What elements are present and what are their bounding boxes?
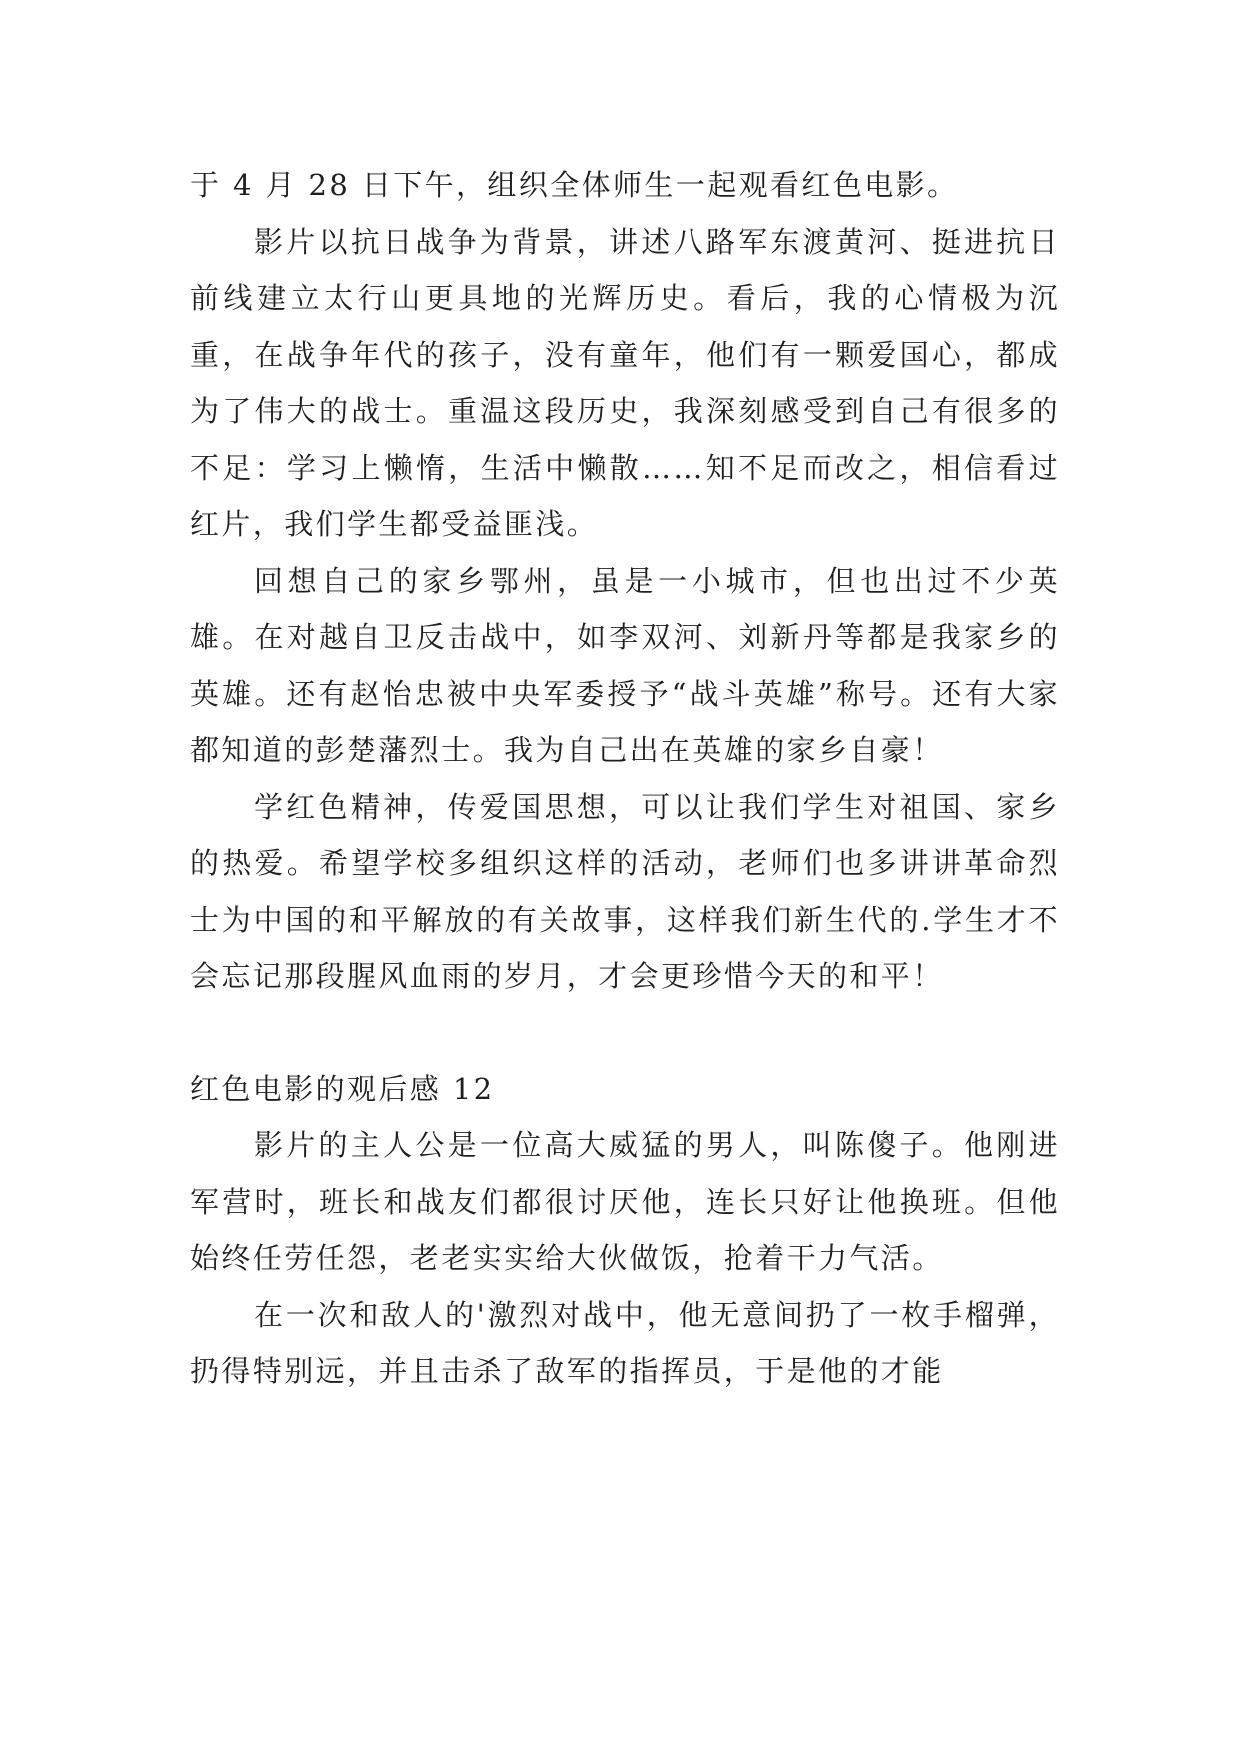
paragraph-5: 影片的主人公是一位高大威猛的男人，叫陈傻子。他刚进军营时，班长和战友们都很讨厌他，连长只好让他换班。但他始终任劳任怨，老老实实给大伙做饭，抢着干力气活。 <box>190 1128 1060 1275</box>
paragraph-6: 在一次和敌人的'激烈对战中，他无意间扔了一枚手榴弹，扔得特别远，并且击杀了敌军的指挥员，于是他的才能 <box>190 1297 1060 1388</box>
paragraph-2: 影片以抗日战争为背景，讲述八路军东渡黄河、挺进抗日前线建立太行山更具地的光辉历史。看后，我的心情极为沉重，在战争年代的孩子，没有童年，他们有一颗爱国心，都成为了伟大的战士。重温这段历史，我深刻感受到自己有很多的不足：学习上懒惰，生活中懒散……知不足而改之，相信看过红片，我们学生都受益匪浅。 <box>190 224 1060 541</box>
paragraph-4: 学红色精神，传爱国思想，可以让我们学生对祖国、家乡的热爱。希望学校多组织这样的活动，老师们也多讲讲革命烈士为中国的和平解放的有关故事，这样我们新生代的.学生才不会忘记那段腥风血雨的岁月，才会更珍惜今天的和平！ <box>190 789 1060 993</box>
section-title: 红色电影的观后感 12 <box>190 1071 495 1106</box>
paragraph-1: 于 4 月 28 日下午，组织全体师生一起观看红色电影。 <box>190 168 959 202</box>
paragraph-3: 回想自己的家乡鄂州，虽是一小城市，但也出过不少英雄。在对越自卫反击战中，如李双河、刘新丹等都是我家乡的英雄。还有赵怡忠被中央军委授予“战斗英雄”称号。还有大家都知道的彭楚藩烈士。我为自己出在英雄的家乡自豪！ <box>190 563 1060 767</box>
document-body <box>190 157 1060 1400</box>
